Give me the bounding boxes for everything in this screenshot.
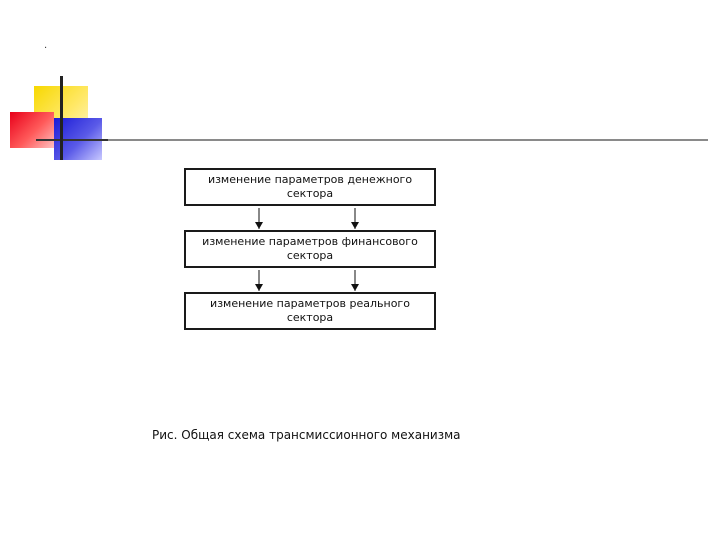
box-real-sector-label: изменение параметров реального сектора bbox=[210, 297, 410, 324]
arrow-monetary-to-financial-right bbox=[351, 208, 359, 229]
box-financial-sector-label: изменение параметров финансового сектора bbox=[202, 235, 418, 262]
decor-vertical-line bbox=[60, 76, 63, 160]
box-monetary-sector-label: изменение параметров денежного сектора bbox=[207, 173, 413, 200]
arrow-monetary-to-financial-left bbox=[255, 208, 263, 229]
box-monetary-sector bbox=[184, 168, 436, 206]
decor-red-square bbox=[10, 112, 54, 148]
corner-mark: . bbox=[44, 40, 48, 51]
box-financial-sector bbox=[184, 230, 436, 268]
box-real-sector bbox=[184, 292, 436, 330]
figure-caption: Рис. Общая схема трансмиссионного механизма bbox=[152, 428, 461, 442]
decor-horizontal-line bbox=[36, 139, 708, 141]
arrow-financial-to-real-left bbox=[255, 270, 263, 291]
decor-horizontal-line-dark bbox=[36, 139, 108, 141]
arrow-financial-to-real-right bbox=[351, 270, 359, 291]
